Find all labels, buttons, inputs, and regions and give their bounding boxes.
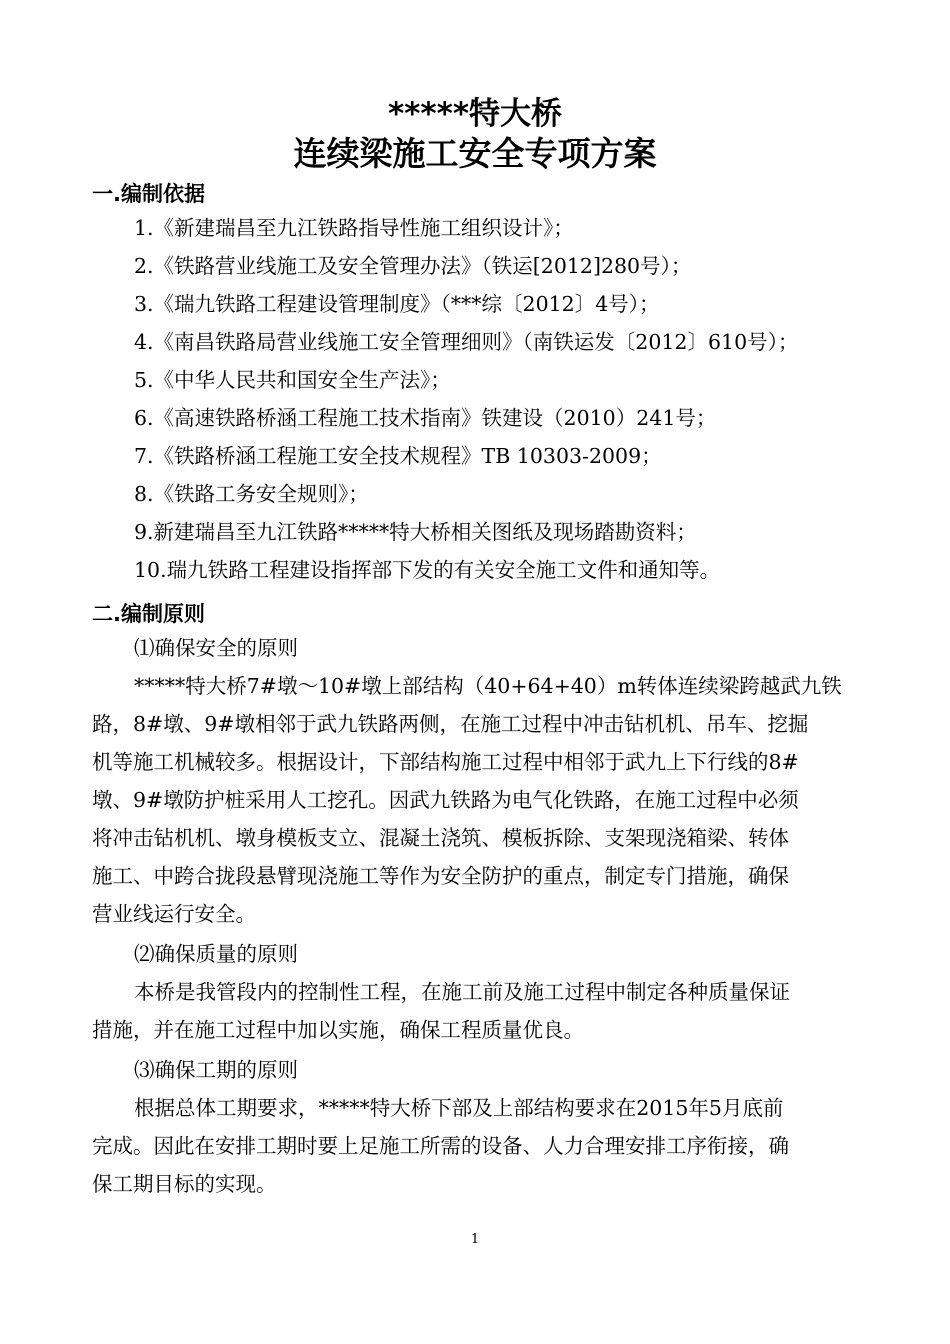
page-number: 1 (470, 1232, 480, 1247)
principle-title-quality: ⑵确保质量的原则 (134, 942, 298, 966)
reference-item: 8.《铁路工务安全规则》； (134, 482, 369, 506)
paragraph-line: 施工、中跨合拢段悬臂现浇施工等作为安全防护的重点，制定专门措施，确保 (92, 864, 789, 888)
principle-title-schedule: ⑶确保工期的原则 (134, 1058, 298, 1082)
paragraph-line: 墩、9#墩防护桩采用人工挖孔。因武九铁路为电气化铁路，在施工过程中必须 (92, 788, 799, 812)
principle-title-safety: ⑴确保安全的原则 (134, 636, 298, 660)
paragraph-line: 本桥是我管段内的控制性工程，在施工前及施工过程中制定各种质量保证 (134, 980, 790, 1004)
reference-item: 3.《瑞九铁路工程建设管理制度》（***综〔2012〕4号）； (134, 292, 660, 316)
reference-item: 9.新建瑞昌至九江铁路*****特大桥相关图纸及现场踏勘资料； (134, 520, 697, 544)
paragraph-line: 完成。因此在安排工期时要上足施工所需的设备、人力合理安排工序衔接，确 (92, 1134, 789, 1158)
doc-title-line2: 连续梁施工安全专项方案 (293, 134, 657, 173)
reference-item: 7.《铁路桥涵工程施工安全技术规程》TB 10303-2009； (134, 444, 662, 468)
paragraph-line: 营业线运行安全。 (92, 902, 256, 926)
reference-item: 1.《新建瑞昌至九江铁路指导性施工组织设计》； (134, 216, 574, 240)
paragraph-line: 机等施工机械较多。根据设计，下部结构施工过程中相邻于武九上下行线的8# (92, 750, 799, 774)
paragraph-line: 根据总体工期要求，*****特大桥下部及上部结构要求在2015年5月底前 (134, 1096, 784, 1120)
paragraph-line: 将冲击钻机机、墩身模板支立、混凝土浇筑、模板拆除、支架现浇箱梁、转体 (92, 826, 789, 850)
reference-item: 4.《南昌铁路局营业线施工安全管理细则》（南铁运发〔2012〕610号）； (134, 330, 799, 354)
section2-heading: 二.编制原则 (92, 602, 205, 626)
paragraph-line: 路，8#墩、9#墩相邻于武九铁路两侧，在施工过程中冲击钻机机、吊车、挖掘 (92, 712, 809, 736)
reference-item: 2.《铁路营业线施工及安全管理办法》（铁运[2012]280号）； (134, 254, 692, 278)
reference-item: 5.《中华人民共和国安全生产法》； (134, 368, 451, 392)
reference-item: 10.瑞九铁路工程建设指挥部下发的有关安全施工文件和通知等。 (134, 558, 721, 582)
paragraph-line: 措施，并在施工过程中加以实施，确保工程质量优良。 (92, 1018, 584, 1042)
paragraph-line: *****特大桥7#墩～10#墩上部结构（40+64+40）m转体连续梁跨越武九铁 (134, 674, 842, 698)
reference-item: 6.《高速铁路桥涵工程施工技术指南》铁建设（2010）241号； (134, 406, 717, 430)
paragraph-line: 保工期目标的实现。 (92, 1172, 277, 1196)
section1-heading: 一.编制依据 (92, 182, 205, 206)
doc-title-line1: *****特大桥 (387, 96, 563, 132)
